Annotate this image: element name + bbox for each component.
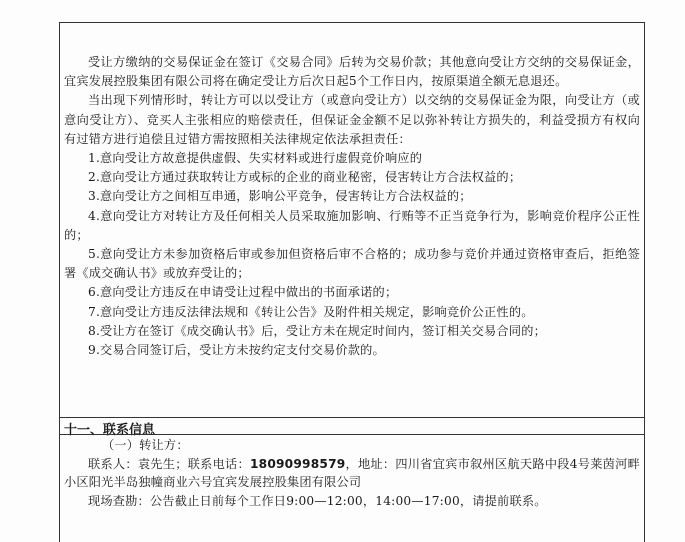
phone-number: 18090998579 <box>249 456 346 471</box>
section-divider <box>60 417 644 418</box>
sub-title: （一）转让方： <box>102 438 189 452</box>
deposit-rules-section <box>64 53 640 360</box>
list-item: 6.意向受让方违反在申请受让过程中做出的书面承诺的； <box>88 285 398 300</box>
list-item: 9.交易合同签订后，受让方未按约定支付交易价款的。 <box>88 343 385 358</box>
list-item: 2.意向受让方通过获取转让方或标的企业的商业秘密，侵害转让方合法权益的； <box>88 170 522 185</box>
document-frame <box>59 22 645 542</box>
paragraph-compensation: 当出现下列情形时，转让方可以以受让方（或意向受让方）以交纳的交易保证金为限，向受让方（或意向受让方）、竞买人主张相应的赔偿责任，但保证金金额不足以弥补转让方损失的，利益受损方有权向有过错方进行追偿且过错方需按照相关法律规定依法承担责任： <box>64 93 640 146</box>
section-title: 十一、联系信息 <box>64 423 156 438</box>
contact-info <box>64 455 640 492</box>
list-item: 1.意向受让方故意提供虚假、失实材料或进行虚假竞价响应的 <box>88 151 423 166</box>
contact-address: ，地址：四川省宜宾市叙州区航天路中段4号莱茵河畔小区阳光半岛独幢商业六号宜宾发展控股集团有限公司 <box>64 456 640 489</box>
contact-prefix: 联系人：袁先生；联系电话： <box>88 456 250 471</box>
list-item: 7.意向受让方违反法律法规和《转让公告》及附件相关规定，影响竞价公正性的。 <box>88 304 534 319</box>
section-divider <box>60 434 644 435</box>
paragraph-deposit-conversion: 受让方缴纳的交易保证金在签订《交易合同》后转为交易价款；其他意向受让方交纳的交易保证金，宜宾发展控股集团有限公司将在确定受让方后次日起5个工作日内，按原渠道全额无息退还。 <box>64 55 640 89</box>
visit-info: 现场查勘：公告截止日前每个工作日9:00—12:00，14:00—17:00，请提前联系。 <box>88 493 547 508</box>
contact-section <box>64 436 640 510</box>
list-item: 4.意向受让方对转让方及任何相关人员采取施加影响、行贿等不正当竞争行为，影响竞价程序公正性的； <box>64 208 640 242</box>
list-item: 5.意向受让方未参加资格后审或参加但资格后审不合格的；成功参与竞价并通过资格审查后，拒绝签署《成交确认书》或放弃受让的； <box>64 247 640 281</box>
list-item: 8.受让方在签订《成交确认书》后，受让方未在规定时间内，签订相关交易合同的； <box>88 323 546 338</box>
list-item: 3.意向受让方之间相互串通，影响公平竞争，侵害转让方合法权益的； <box>88 189 472 204</box>
